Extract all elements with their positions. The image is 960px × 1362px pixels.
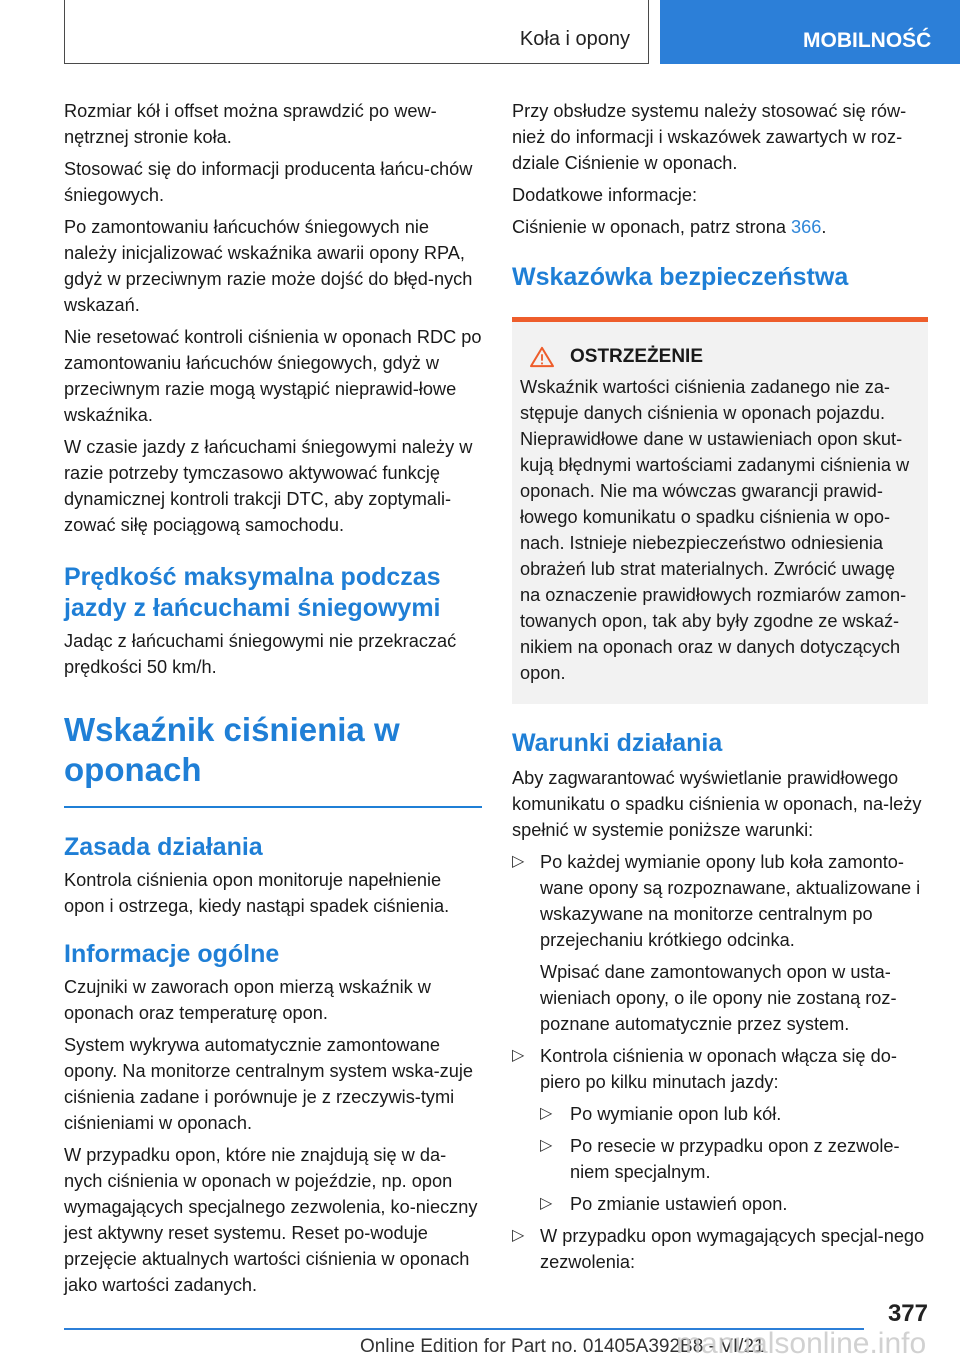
heading-operating-conditions: Warunki działania xyxy=(512,729,723,757)
paragraph: Rozmiar kół i offset można sprawdzić po wew-nętrznej stronie koła. xyxy=(64,101,437,147)
paragraph: Stosować się do informacji producenta łańcu-chów śniegowych. xyxy=(64,159,473,205)
paragraph: Dodatkowe informacje: xyxy=(512,185,697,205)
sub-list-item-text: Po resecie w przypadku opon z zezwole-niem specjalnym. xyxy=(570,1136,900,1182)
heading-rule xyxy=(64,806,482,808)
sub-list-item xyxy=(540,1133,928,1185)
header-chapter-tab: MOBILNOŚĆ xyxy=(660,0,960,64)
page-link-366[interactable]: 366 xyxy=(791,217,822,237)
heading-tire-pressure-indicator: Wskaźnik ciśnienia w oponach xyxy=(64,711,400,788)
list-item-text: Po każdej wymianie opony lub koła zamonto-wane opony są rozpoznawane, aktualizowane i wskazywane na monitorze centralnym po przejechaniu krótkiego odcinka. xyxy=(540,852,921,950)
reference-period: . xyxy=(821,217,827,237)
bullet-triangle-icon: ▷ xyxy=(540,1137,553,1154)
warning-header xyxy=(520,346,920,368)
list-item-continuation: Wpisać dane zamontowanych opon w usta-wieniach opony, o ile opony nie zostaną roz-poznane automatycznie przez system. xyxy=(540,962,897,1034)
list-item-text: W przypadku opon wymagających specjal-nego zezwolenia: xyxy=(540,1226,925,1272)
paragraph-page-reference xyxy=(512,214,928,240)
sub-list-item-text: Po wymianie opon lub kół. xyxy=(570,1104,782,1124)
bullet-triangle-icon: ▷ xyxy=(512,1227,525,1244)
page-number: 377 xyxy=(887,1300,928,1327)
warning-box xyxy=(512,317,928,704)
paragraph: W czasie jazdy z łańcuchami śniegowymi należy w razie potrzeby tymczasowo aktywować funkcję dynamicznej kontroli trakcji DTC, aby zoptymali-zować siłę pociągową samochodu. xyxy=(64,437,473,535)
paragraph: Po zamontowaniu łańcuchów śniegowych nie należy inicjalizować wskaźnika awarii opony RPA, gdyż w przeciwnym razie może dojść do błęd-nych wskazań. xyxy=(64,217,473,315)
list-item xyxy=(512,1043,928,1095)
warning-body: Wskaźnik wartości ciśnienia zadanego nie za-stępuje danych ciśnienia w oponach pojazdu. Nieprawidłowe dane w ustawieniach opon skut-kują błędnymi wartościami zadanymi ciśnienia w oponach. Nie ma wówczas gwarancji prawid-łowego komunikatu o spadku ciśnienia w opo-nach. Istnieje niebezpieczeństwo odniesienia obrażeń lub strat materialnych. Zwrócić uwagę na oznaczenie prawidłowych rozmiarów zamon-towanych opon, tak aby były zgodne ze wskaź-nikiem na oponach oraz w danych dotyczących opon. xyxy=(520,377,910,683)
paragraph: Czujniki w zaworach opon mierzą wskaźnik w oponach oraz temperaturę opon. xyxy=(64,976,431,1023)
bullet-triangle-icon: ▷ xyxy=(512,853,525,870)
heading-max-speed: Prędkość maksymalna podczas jazdy z łańcuchami śniegowymi xyxy=(64,563,441,622)
reference-text: Ciśnienie w oponach, patrz strona xyxy=(512,217,792,237)
paragraph: Przy obsłudze systemu należy stosować się rów-nież do informacji i wskazówek zawartych w roz-dziale Ciśnienie w oponach. xyxy=(512,101,907,173)
header-section-title: Koła i opony xyxy=(519,28,630,50)
header-section-box xyxy=(64,0,649,64)
heading-safety-note: Wskazówka bezpieczeństwa xyxy=(512,263,849,291)
paragraph: Aby zagwarantować wyświetlanie prawidłowego komunikatu o spadku ciśnienia w oponach, na-leży spełnić w systemie poniższe warunki: xyxy=(512,768,922,840)
right-column xyxy=(512,98,928,1281)
paragraph: System wykrywa automatycznie zamontowane opony. Na monitorze centralnym system wska-zuje ciśnienia zadane i porównuje je z rzeczywis-tymi ciśnieniami w oponach. xyxy=(64,1034,474,1133)
list-item xyxy=(512,849,928,953)
watermark: manualsonline.info xyxy=(676,1327,927,1360)
bullet-triangle-icon: ▷ xyxy=(540,1105,553,1122)
sub-list-item-text: Po zmianie ustawień opon. xyxy=(570,1194,788,1214)
heading-general-info: Informacje ogólne xyxy=(64,939,280,968)
paragraph: W przypadku opon, które nie znajdują się w da-nych ciśnienia w oponach w pojeździe, np. opon wymagających specjalnego zezwolenia, ko-nieczny jest aktywny reset systemu. Reset po-woduje przejęcie aktualnych wartości ciśnienia w oponach jako wartości zadanych. xyxy=(64,1144,478,1295)
list-item-text: Kontrola ciśnienia w oponach włącza się do-piero po kilku minutach jazdy: xyxy=(540,1046,897,1092)
bullet-triangle-icon: ▷ xyxy=(540,1195,553,1212)
heading-principle: Zasada działania xyxy=(64,832,263,861)
list-item xyxy=(512,1223,928,1275)
bullet-triangle-icon: ▷ xyxy=(512,1047,525,1064)
sub-list-item xyxy=(540,1191,928,1217)
warning-title: OSTRZEŻENIE xyxy=(570,346,704,367)
footer-edition: Online Edition for Part no. 01405A392B8 - VI/21 xyxy=(360,1336,765,1357)
left-column xyxy=(64,98,482,1304)
sub-list-item xyxy=(540,1101,928,1127)
paragraph: Nie resetować kontroli ciśnienia w oponach RDC po zamontowaniu łańcuchów śniegowych, gdyż w przeciwnym razie mogą wystąpić nieprawid-łowe wskaźnika. xyxy=(64,327,482,425)
paragraph: Kontrola ciśnienia opon monitoruje napełnienie opon i ostrzega, kiedy nastąpi spadek ciśnienia. xyxy=(64,869,450,916)
paragraph: Jadąc z łańcuchami śniegowymi nie przekraczać prędkości 50 km/h. xyxy=(64,631,457,677)
warning-triangle-icon xyxy=(528,346,556,368)
